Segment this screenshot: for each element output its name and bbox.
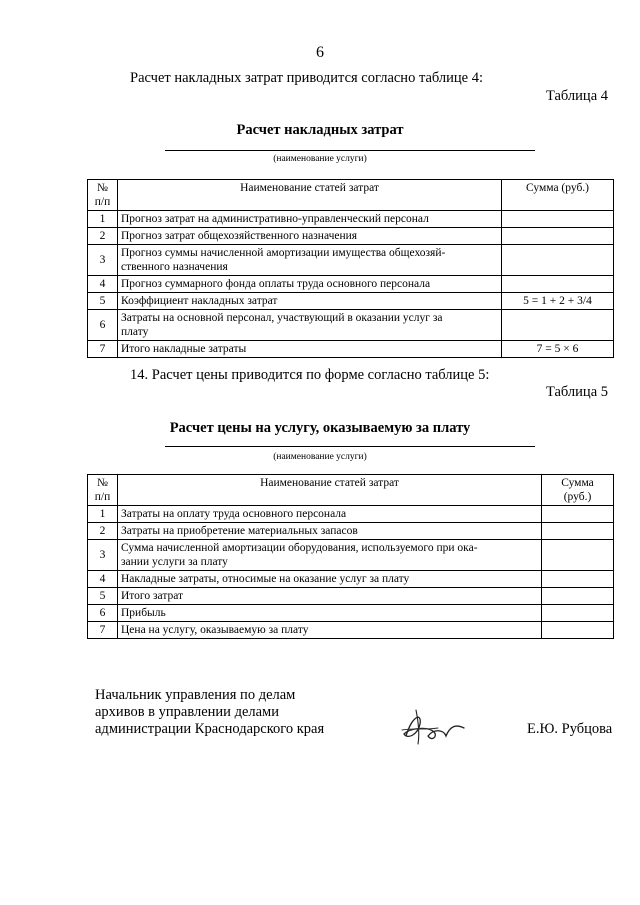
- row-sum-cell: [502, 245, 614, 276]
- row-number-cell: 5: [88, 588, 118, 605]
- row-name-cell: Накладные затраты, относимые на оказание услуг за плату: [118, 571, 542, 588]
- row-sum-cell: [542, 506, 614, 523]
- row-number-cell: 6: [88, 310, 118, 341]
- table-row: [88, 506, 614, 523]
- header-name-cell: Наименование статей затрат: [118, 180, 502, 211]
- row-name-cell: Цена на услугу, оказываемую за плату: [118, 622, 542, 639]
- row-name-cell: Затраты на оплату труда основного персонала: [118, 506, 542, 523]
- header-sum-cell: Сумма (руб.): [502, 180, 614, 211]
- table-row: [88, 310, 614, 341]
- row-name-cell: Итого накладные затраты: [118, 341, 502, 358]
- section2-intro: 14. Расчет цены приводится по форме согласно таблице 5:: [130, 367, 490, 383]
- row-sum-cell: [542, 571, 614, 588]
- signatory-position: [95, 687, 324, 738]
- signatory-name: Е.Ю. Рубцова: [527, 721, 613, 737]
- signatory-position-line: Начальник управления по делам: [95, 687, 296, 703]
- row-sum-cell: [502, 276, 614, 293]
- service-price-table: [87, 474, 614, 639]
- row-sum-cell: [542, 605, 614, 622]
- table-row: [88, 276, 614, 293]
- header-num-cell: № п/п: [88, 180, 118, 211]
- section1-intro: Расчет накладных затрат приводится согласно таблице 4:: [130, 70, 484, 86]
- row-number-cell: 7: [88, 622, 118, 639]
- row-name-cell: Затраты на основной персонал, участвующий в оказании услуг за плату: [118, 310, 502, 341]
- table-row: [88, 540, 614, 571]
- row-name-cell: Итого затрат: [118, 588, 542, 605]
- table5-label: Таблица 5: [545, 384, 608, 400]
- row-sum-cell: [542, 588, 614, 605]
- row-sum-cell: [542, 622, 614, 639]
- row-number-cell: 1: [88, 211, 118, 228]
- table-row: [88, 588, 614, 605]
- table4-header-row: [88, 180, 614, 211]
- table-row: [88, 571, 614, 588]
- row-number-cell: 7: [88, 341, 118, 358]
- table-row: [88, 211, 614, 228]
- row-number-cell: 5: [88, 293, 118, 310]
- signatory-position-line: архивов в управлении делами: [95, 704, 279, 720]
- header-name-cell: Наименование статей затрат: [118, 475, 542, 506]
- header-num-cell: № п/п: [88, 475, 118, 506]
- table-row: [88, 605, 614, 622]
- header-sum-cell: Сумма (руб.): [542, 475, 614, 506]
- table-row: [88, 245, 614, 276]
- row-number-cell: 4: [88, 276, 118, 293]
- service-name-caption-2: (наименование услуги): [273, 452, 367, 462]
- page-number: 6: [316, 44, 324, 61]
- row-sum-cell: [542, 523, 614, 540]
- row-number-cell: 6: [88, 605, 118, 622]
- handwritten-signature: [398, 706, 470, 748]
- row-number-cell: 2: [88, 523, 118, 540]
- table5-title: Расчет цены на услугу, оказываемую за плату: [169, 420, 471, 436]
- row-sum-cell: [542, 540, 614, 571]
- table-row: [88, 523, 614, 540]
- service-name-caption-1: (наименование услуги): [273, 154, 367, 164]
- service-name-line-1: [165, 150, 535, 151]
- row-sum-cell: [502, 310, 614, 341]
- table4-label: Таблица 4: [545, 88, 608, 104]
- table-row: [88, 622, 614, 639]
- row-name-cell: Прогноз суммарного фонда оплаты труда основного персонала: [118, 276, 502, 293]
- row-name-cell: Затраты на приобретение материальных запасов: [118, 523, 542, 540]
- table-row: [88, 341, 614, 358]
- table-row: [88, 228, 614, 245]
- row-name-cell: Сумма начисленной амортизации оборудования, используемого при ока- зании услуги за плату: [118, 540, 542, 571]
- row-name-cell: Коэффициент накладных затрат: [118, 293, 502, 310]
- table-row: [88, 293, 614, 310]
- row-number-cell: 3: [88, 540, 118, 571]
- row-sum-cell: 5 = 1 + 2 + 3/4: [502, 293, 614, 310]
- table5-header-row: [88, 475, 614, 506]
- signatory-position-line: администрации Краснодарского края: [95, 721, 325, 737]
- row-number-cell: 1: [88, 506, 118, 523]
- row-name-cell: Прогноз затрат на административно-управленческий персонал: [118, 211, 502, 228]
- row-sum-cell: 7 = 5 × 6: [502, 341, 614, 358]
- row-number-cell: 2: [88, 228, 118, 245]
- row-number-cell: 4: [88, 571, 118, 588]
- table4-title: Расчет накладных затрат: [236, 122, 404, 138]
- row-number-cell: 3: [88, 245, 118, 276]
- overhead-costs-table: [87, 179, 614, 358]
- row-name-cell: Прогноз затрат общехозяйственного назначения: [118, 228, 502, 245]
- row-name-cell: Прогноз суммы начисленной амортизации имущества общехозяй- ственного назначения: [118, 245, 502, 276]
- service-name-line-2: [165, 446, 535, 447]
- row-sum-cell: [502, 211, 614, 228]
- row-name-cell: Прибыль: [118, 605, 542, 622]
- row-sum-cell: [502, 228, 614, 245]
